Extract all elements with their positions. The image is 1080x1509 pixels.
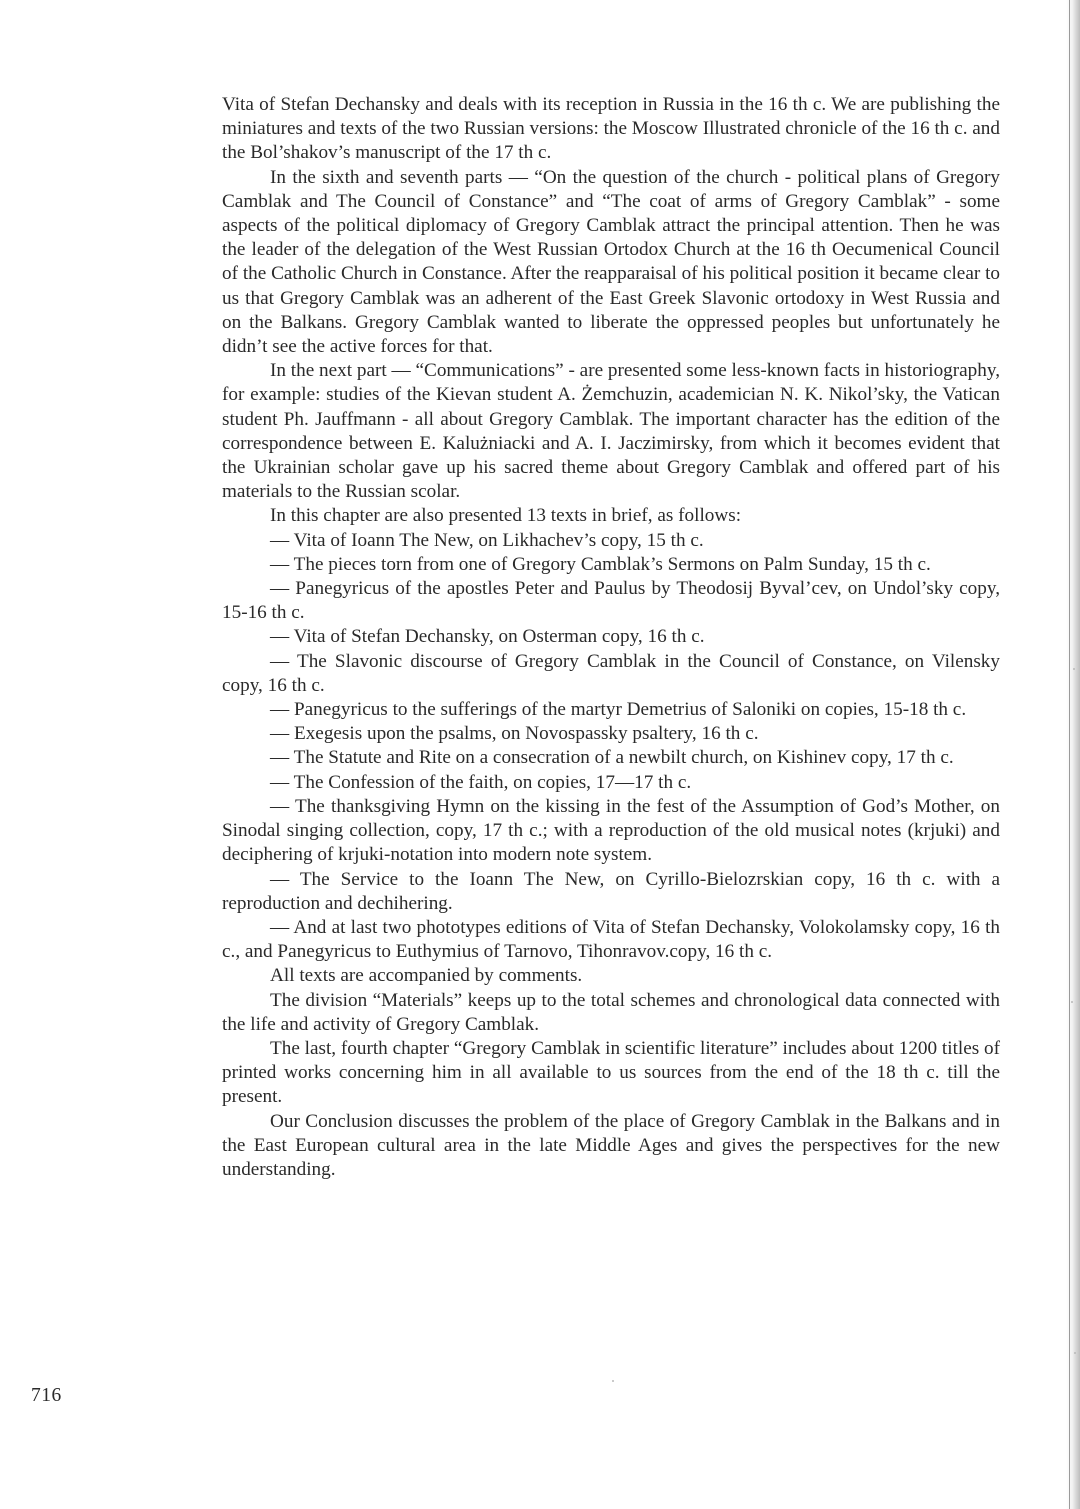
paragraph-fourth-chapter: The last, fourth chapter “Gregory Camblak in scientific literature” includes about 1200 titles of printed works concerning him in all available to us sources from the end of the 18 th c. till the present. [222, 1037, 1000, 1108]
list-item: — Panegyricus to the sufferings of the martyr Demetrius of Saloniki on copies, 15-18 th c. [270, 699, 967, 721]
scan-speck [1071, 1001, 1073, 1003]
paragraph-texts-intro: In this chapter are also presented 13 texts in brief, as follows: [270, 505, 742, 527]
paragraph-conclusion: Our Conclusion discusses the problem of the place of Gregory Camblak in the Balkans and in the East European cultural area in the late Middle Ages and gives the perspectives for the new understanding. [222, 1110, 1000, 1180]
paragraph-sixth-seventh-parts: In the sixth and seventh parts — “On the question of the church - political plans of Gregory Camblak and The Council of Constance” and “The coat of arms of Gregory Camblak” - some aspects of the political diplomacy of Gregory Camblak attract the principal attention. Then he was the leader of the delegation of the West Russian Ortodox Church at the 16 th Oecumenical Council of the Catholic Church in Constance. After the reapparaisal of his political position it became clear to us that Gregory Camblak was an adherent of the East Greek Slavonic ortodoxy in West Russia and on the Balkans. Gregory Camblak wanted to liberate the oppressed peoples but unfortunately he didn’t see the active forces for that. [222, 166, 1000, 358]
paragraph-materials: The division “Materials” keeps up to the total schemes and chronological data connected with the life and activity of Gregory Camblak. [222, 989, 1000, 1035]
list-item: — And at last two phototypes editions of Vita of Stefan Dechansky, Volokolamsky copy, 16 th c., and Panegyricus to Euthymius of Tarnovo, Tihonravov.copy, 16 th c. [222, 916, 1000, 963]
list-item: — Vita of Ioann The New, on Likhachev’s copy, 15 th c. [270, 529, 704, 551]
list-item: — The Slavonic discourse of Gregory Camblak in the Council of Constance, on Vilensky copy, 16 th c. [222, 650, 1000, 696]
list-item: — The Service to the Ioann The New, on Cyrillo-Bielozrskian copy, 16 th c. with a reproduction and dechihering. [222, 868, 1000, 914]
scan-speck [612, 1380, 614, 1382]
body-text [222, 93, 1000, 1182]
page-edge-line [1069, 0, 1070, 1509]
paragraph-continuation: Vita of Stefan Dechansky and deals with its reception in Russia in the 16 th c. We are publishing the miniatures and texts of the two Russian versions: the Moscow Illustrated chronicle of the 16 th c. and the Bol’shakov’s manuscript of the 17 th c. [222, 94, 1000, 164]
list-item: — The Statute and Rite on a consecration of a newbilt church, on Kishinev copy, 17 th c. [270, 747, 954, 769]
list-item: — The Confession of the faith, on copies, 17—17 th c. [270, 771, 692, 793]
list-item: — The thanksgiving Hymn on the kissing in the fest of the Assumption of God’s Mother, on Sinodal singing collection, copy, 17 th c.; with a reproduction of the old musical notes (krjuki) and deciphering of krjuki-notation into modern note system. [222, 795, 1000, 866]
paragraph-communications: In the next part — “Communications” - are presented some less-known facts in historiography, for example: studies of the Kievan student A. Żemchuzin, academician N. K. Nikol’sky, the Vatican student Ph. Jauffmann - all about Gregory Camblak. The important character has the edition of the correspondence between E. Kalużniacki and A. I. Jaczimirsky, from which it becomes evident that the Ukrainian scholar gave up his sacred theme about Gregory Camblak and offered part of his materials to the Russian scolar. [222, 360, 1000, 503]
list-item: — Exegesis upon the psalms, on Novospassky psaltery, 16 th c. [270, 723, 759, 745]
list-item: — Panegyricus of the apostles Peter and Paulus by Theodosij Byval’cev, on Undol’sky copy, 15-16 th c. [222, 578, 1000, 624]
scan-speck [1074, 1352, 1076, 1354]
page-number: 716 [31, 1385, 62, 1406]
list-item: — Vita of Stefan Dechansky, on Osterman copy, 16 th c. [270, 626, 705, 648]
scan-speck [1073, 668, 1075, 670]
list-item: — The pieces torn from one of Gregory Camblak’s Sermons on Palm Sunday, 15 th c. [270, 553, 931, 575]
paragraph-comments: All texts are accompanied by comments. [270, 965, 583, 987]
